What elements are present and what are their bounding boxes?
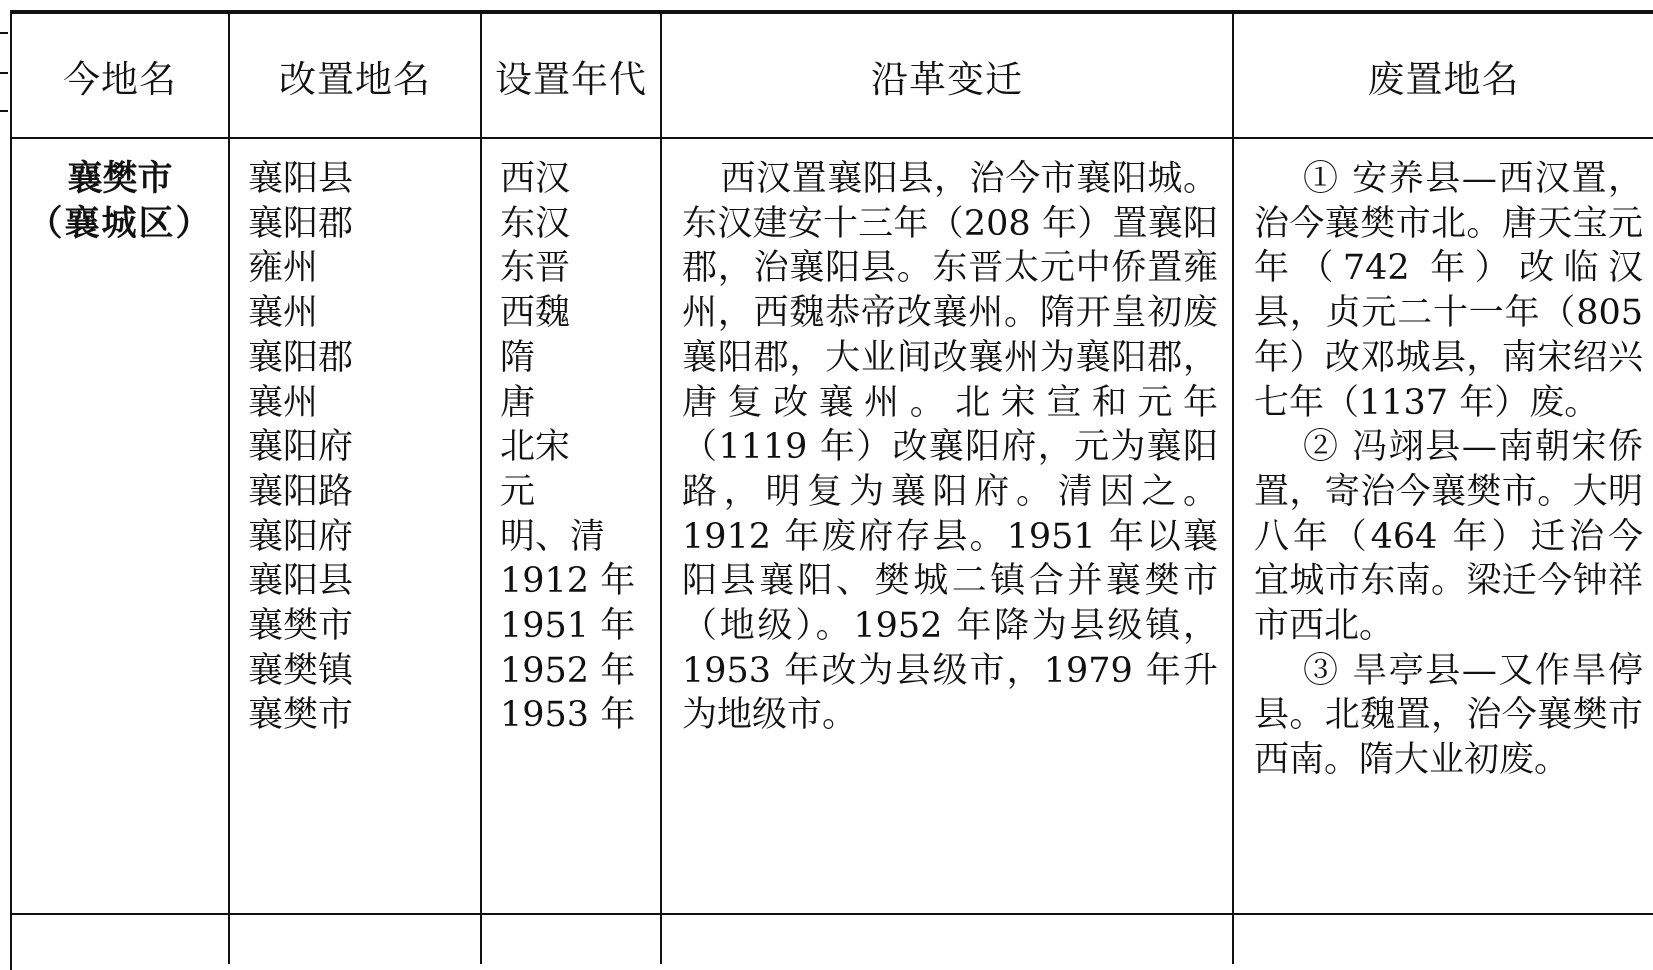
renamed-name-item: 襄阳县 [248,159,354,199]
abolished-names-list [1234,139,1653,783]
renamed-names-cell [229,138,481,914]
header-abolished-names: 废置地名 [1233,12,1653,138]
renamed-name-item: 襄州 [248,293,319,334]
renamed-names-list [230,139,480,738]
established-era-item: 1953 年 [500,695,636,736]
current-name-cell [11,138,229,914]
header-history: 沿革变迁 [661,12,1233,138]
table-row [11,138,1653,914]
place-name-table [10,10,1653,964]
abolished-names-cell [1233,138,1653,914]
established-era-item: 1912 年 [500,561,636,602]
margin-tick [0,110,8,112]
established-era-item: 北宋 [500,427,571,468]
table-row [11,914,1653,964]
empty-cell [661,914,1233,964]
abolished-name-entry: ② 冯翊县—南朝宋侨置，寄治今襄樊市。大明八年（464 年）迁治今宜城市东南。梁迁今钟祥市西北。 [1254,427,1643,647]
empty-cell [229,914,481,964]
established-era-cell [481,138,661,914]
current-name: 襄樊市 [67,158,173,199]
margin-tick [0,72,8,74]
abolished-name-entry: ① 安养县—西汉置，治今襄樊市北。唐天宝元年（742 年）改临汉县，贞元二十一年（805 年）改邓城县，南宋绍兴七年（1137 年）废。 [1254,159,1643,423]
header-renamed-names: 改置地名 [229,12,481,138]
established-era-item: 隋 [500,337,536,378]
empty-cell [1233,914,1653,964]
renamed-name-item: 襄阳郡 [248,337,354,378]
established-era-item: 元 [500,471,536,512]
established-era-item: 1951 年 [500,606,636,647]
renamed-name-item: 襄阳府 [248,516,354,557]
established-era-list [482,139,660,738]
empty-cell [481,914,661,964]
renamed-name-item: 襄阳路 [248,471,354,512]
renamed-name-item: 雍州 [248,248,319,289]
margin-tick [0,32,8,34]
established-era-item: 西魏 [500,293,571,334]
header-row [11,12,1653,138]
history-cell [661,138,1233,914]
established-era-item: 明、清 [500,516,606,557]
current-district: （襄城区） [27,202,213,244]
established-era-item: 东汉 [500,203,571,244]
established-era-item: 东晋 [500,248,571,289]
renamed-name-item: 襄樊市 [248,606,354,647]
renamed-name-item: 襄阳府 [248,427,354,468]
renamed-name-item: 襄阳县 [248,561,354,602]
established-era-item: 1952 年 [500,650,636,691]
header-current-name: 今地名 [11,12,229,138]
header-established-era: 设置年代 [481,12,661,138]
history-text: 西汉置襄阳县，治今市襄阳城。东汉建安十三年（208 年）置襄阳郡，治襄阳县。东晋太元中侨置雍州，西魏恭帝改襄州。隋开皇初废襄阳郡，大业间改襄州为襄阳郡，唐复改襄州。北宋宣和元年（1119 年）改襄阳府，元为襄阳路，明复为襄阳府。清因之。1912 年废府存县。1951 年以襄阳县襄阳、樊城二镇合并襄樊市（地级）。1952 年降为县级镇，1953 年改为县级市，1979 年升为地级市。 [682,159,1218,736]
renamed-name-item: 襄阳郡 [248,203,354,244]
empty-cell [11,914,229,964]
renamed-name-item: 襄樊市 [248,695,354,736]
renamed-name-item: 襄樊镇 [248,650,354,691]
established-era-item: 西汉 [500,159,571,199]
abolished-name-entry: ③ 旱亭县—又作旱停县。北魏置，治今襄樊市西南。隋大业初废。 [1254,650,1643,781]
established-era-item: 唐 [500,382,536,423]
renamed-name-item: 襄州 [248,382,319,423]
